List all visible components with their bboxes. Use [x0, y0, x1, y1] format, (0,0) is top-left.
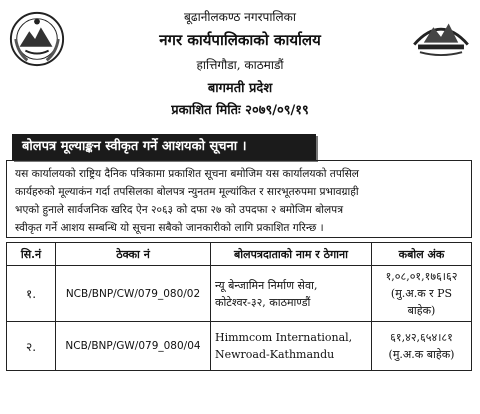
- notice-body-line: कार्यहरुको मूल्याकंन गर्दा तपसिलका बोलपत्र न्युनतम मूल्यांकित र सारभूतरुपमा प्रभावग्राही: [15, 186, 359, 198]
- table-row: [7, 266, 472, 322]
- contract-number: NCB/BNP/GW/079_080/04: [56, 322, 211, 371]
- municipality-logo-icon: [410, 12, 472, 56]
- notice-title-banner: बोलपत्र मूल्याङ्कन स्वीकृत गर्ने आशयको सूचना ।: [12, 134, 316, 160]
- serial-number: १.: [7, 266, 56, 322]
- bid-amount-note: (मु.अ.क बाहेक): [388, 348, 455, 361]
- bid-amount-note: (मु.अ.क र PS बाहेक): [390, 287, 453, 317]
- notice-body-line: स्वीकृत गर्ने आशय सम्बन्धि यो सूचना सबैको जानकारीको लागि प्रकाशित गरिन्छ ।: [15, 222, 324, 234]
- bid-award-table: [6, 242, 472, 371]
- bidder-name: न्यू बेन्जामिन निर्माण सेवा,: [215, 278, 318, 292]
- amount-cell: [372, 266, 472, 322]
- contract-number: NCB/BNP/CW/079_080/02: [56, 266, 211, 322]
- table-header-row: [7, 243, 472, 266]
- column-header-amount: कबोल अंक: [372, 243, 472, 266]
- province-name: बागमती प्रदेश: [207, 81, 273, 96]
- column-header-serial: सि.नं: [7, 243, 56, 266]
- bidder-name: Himmcom International,: [215, 331, 353, 344]
- bidder-address: Newroad-Kathmandu: [215, 348, 335, 361]
- office-address: हात्तिगौडा, काठमाडौं: [196, 58, 284, 72]
- municipality-name: बूढानीलकण्ठ नगरपालिका: [183, 10, 296, 24]
- bidder-cell: [211, 322, 372, 371]
- notice-body-line: यस कार्यालयको राष्ट्रिय दैनिक पत्रिकामा प्रकाशित सूचना बमोजिम यस कार्यालयको तपसिल: [15, 168, 359, 180]
- bidder-address: कोटेश्वर-३२, काठमाण्डौं: [215, 295, 311, 309]
- office-name: नगर कार्यपालिकाको कार्यालय: [159, 31, 321, 49]
- serial-number: २.: [7, 322, 56, 371]
- published-date: प्रकाशित मितिः २०७९/०९/१९: [171, 103, 309, 118]
- bidder-cell: [211, 266, 372, 322]
- notice-header: [0, 0, 480, 126]
- column-header-contract: ठेक्का नं: [56, 243, 211, 266]
- column-header-bidder: बोलपत्रदाताको नाम र ठेगाना: [211, 243, 372, 266]
- notice-body-line: भएको हुनाले सार्वजनिक खरिद ऐन २०६३ को दफा २७ को उपदफा २ बमोजिम बोलपत्र: [15, 204, 344, 216]
- table-row: [7, 322, 472, 371]
- bid-amount: १,०८,०१,१७६।६२: [385, 270, 458, 283]
- notice-body: [6, 160, 472, 238]
- bid-amount: ६१,४२,६५४।८१: [390, 331, 453, 344]
- amount-cell: [372, 322, 472, 371]
